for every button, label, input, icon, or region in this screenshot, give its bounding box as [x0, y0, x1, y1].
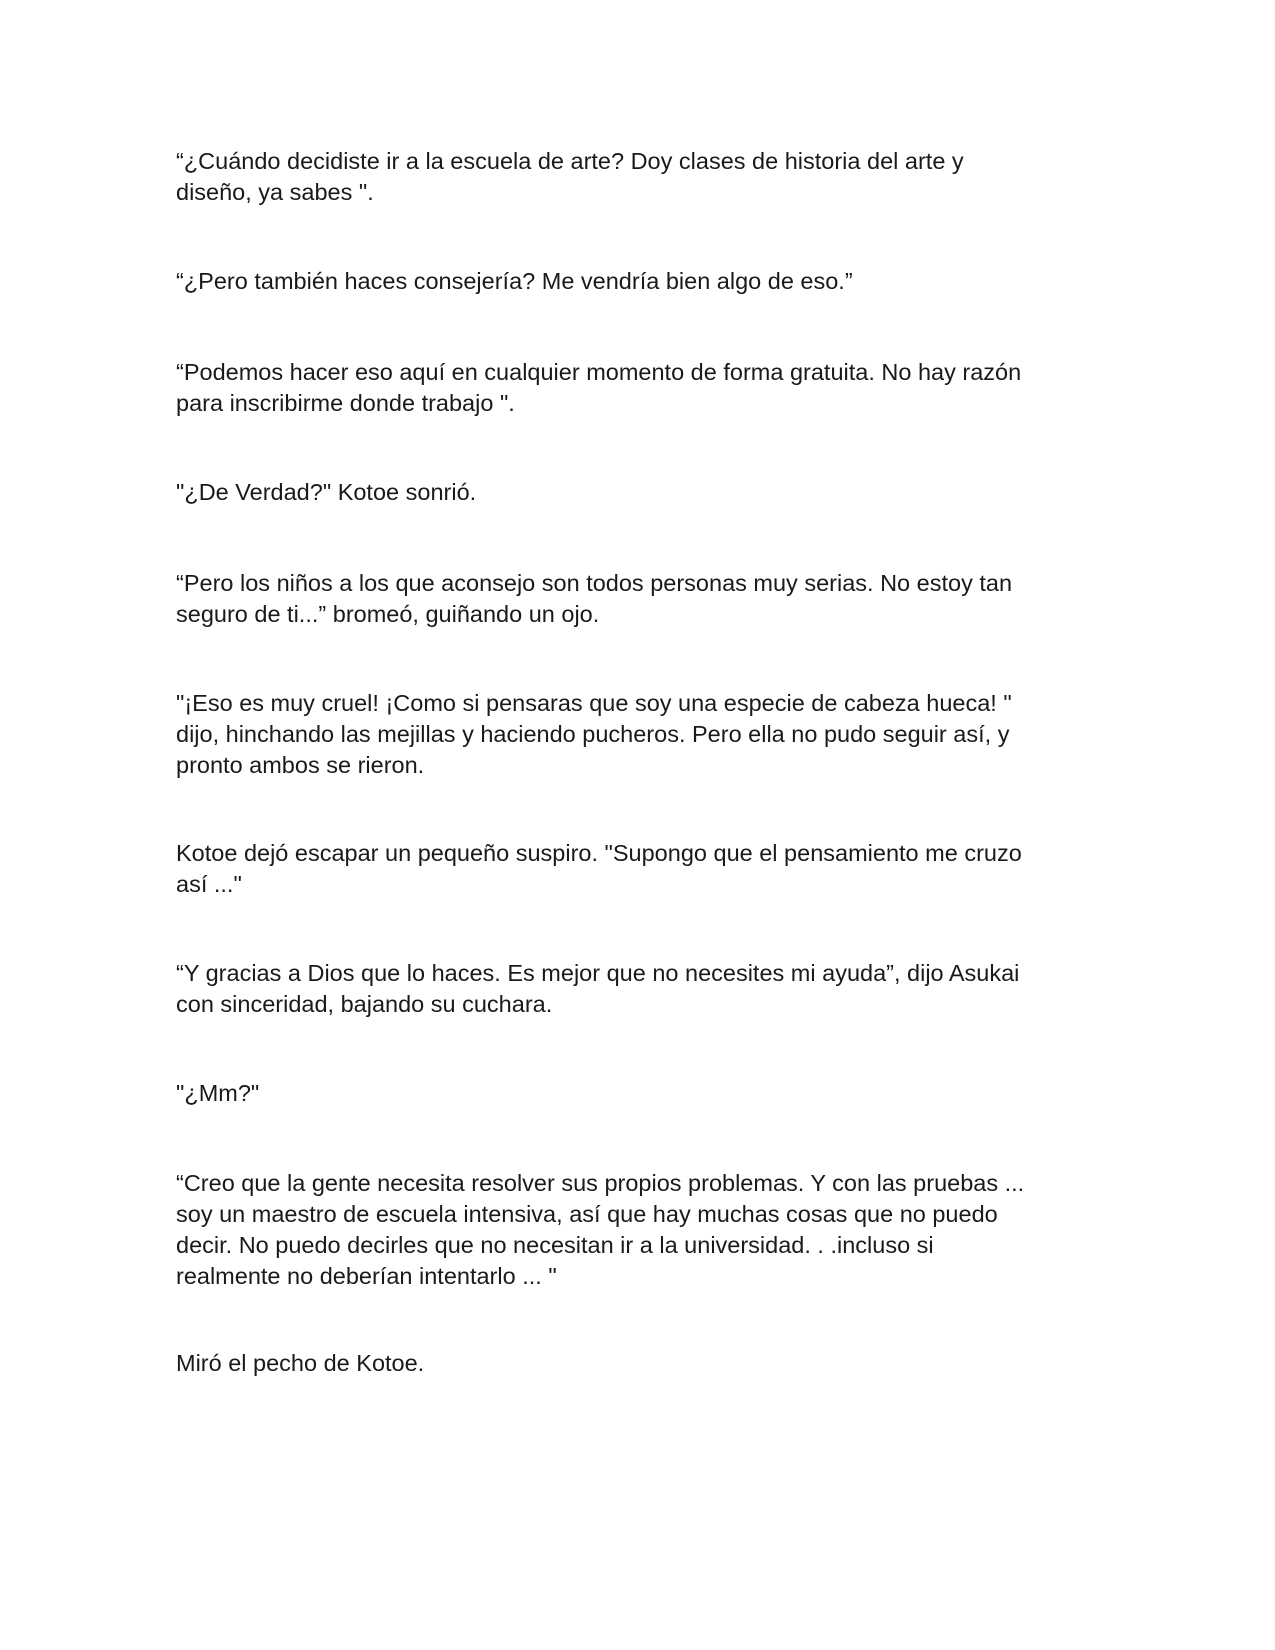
- paragraph-11: Miró el pecho de Kotoe.: [176, 1350, 425, 1376]
- paragraph-4: "¿De Verdad?" Kotoe sonrió.: [176, 479, 477, 505]
- paragraph-1: “¿Cuándo decidiste ir a la escuela de arte? Doy clases de historia del arte y diseño, ya sabes ".: [176, 148, 964, 205]
- paragraph-9: "¿Mm?": [176, 1080, 260, 1106]
- paragraph-5: “Pero los niños a los que aconsejo son todos personas muy serias. No estoy tan seguro de ti...” bromeó, guiñando un ojo.: [176, 570, 1013, 627]
- paragraph-6: "¡Eso es muy cruel! ¡Como si pensaras que soy una especie de cabeza hueca! " dijo, hinchando las mejillas y haciendo pucheros. Pero ella no pudo seguir así, y pronto ambos se rieron.: [176, 690, 1012, 778]
- paragraph-2: “¿Pero también haces consejería? Me vendría bien algo de eso.”: [176, 268, 853, 294]
- paragraph-8: “Y gracias a Dios que lo haces. Es mejor que no necesites mi ayuda”, dijo Asukai con sinceridad, bajando su cuchara.: [176, 960, 1020, 1017]
- paragraph-7: Kotoe dejó escapar un pequeño suspiro. "Supongo que el pensamiento me cruzo así ...": [176, 840, 1022, 897]
- paragraph-10: “Creo que la gente necesita resolver sus propios problemas. Y con las pruebas ... soy un maestro de escuela intensiva, así que hay muchas cosas que no puedo decir. No puedo decirles que no necesitan ir a la universidad. . .incluso si realmente no deberían intentarlo ... ": [176, 1170, 1025, 1289]
- paragraph-3: “Podemos hacer eso aquí en cualquier momento de forma gratuita. No hay razón para inscribirme donde trabajo ".: [176, 359, 1022, 416]
